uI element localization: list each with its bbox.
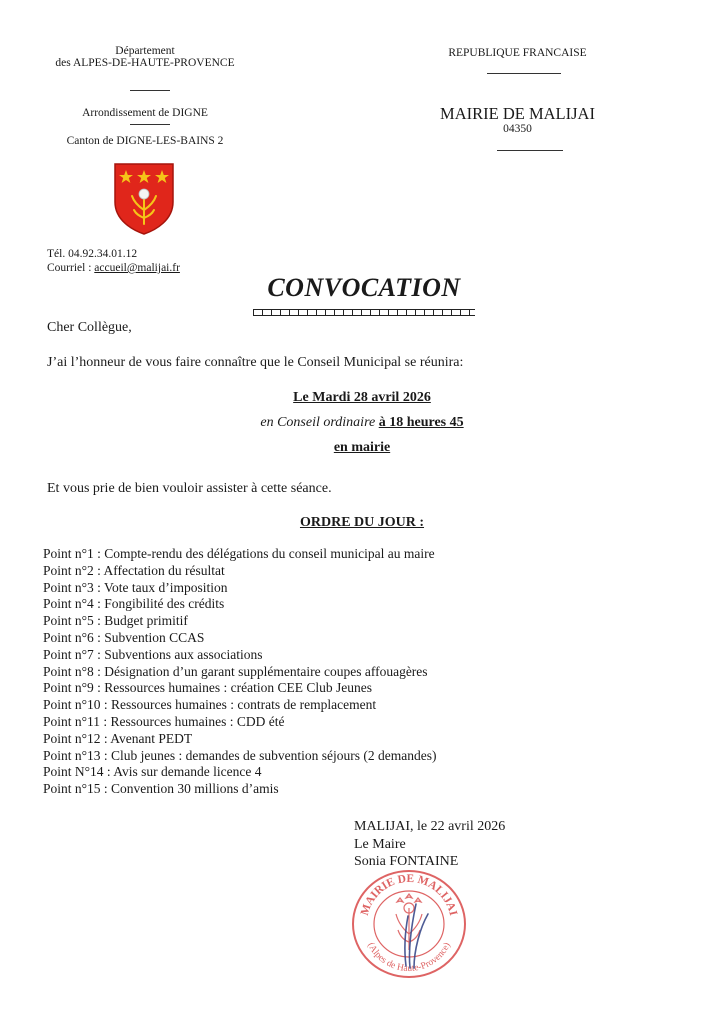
svg-text:(Alpes de Haute-Provence): (Alpes de Haute-Provence) — [365, 941, 453, 975]
list-item: Point n°10 : Ressources humaines : contrats de remplacement — [43, 697, 377, 713]
email-line — [47, 262, 180, 274]
list-item: Point n°5 : Budget primitif — [43, 613, 188, 629]
list-item: Point n°2 : Affectation du résultat — [43, 562, 225, 578]
signature-name: Sonia FONTAINE — [354, 854, 459, 869]
meeting-date: Le Mardi 28 avril 2026 — [293, 390, 431, 405]
email-label: Courriel : — [47, 262, 92, 274]
session-prefix: en — [260, 415, 274, 430]
svg-text:MAIRIE DE MALIJAI: MAIRIE DE MALIJAI — [358, 872, 460, 917]
list-item: Point n°12 : Avenant PEDT — [43, 730, 193, 746]
list-item: Point n°9 : Ressources humaines : création CEE Club Jeunes — [43, 680, 372, 696]
department-name: des ALPES-DE-HAUTE-PROVENCE — [55, 57, 235, 69]
session-type: Conseil ordinaire — [277, 415, 376, 430]
greeting: Cher Collègue, — [47, 320, 132, 335]
list-item: Point n°8 : Désignation d’un garant supplémentaire coupes affouagères — [43, 663, 428, 679]
request-text: Et vous prie de bien vouloir assister à cette séance. — [47, 481, 332, 496]
meeting-session — [200, 415, 524, 431]
arrondissement: Arrondissement de DIGNE — [82, 107, 208, 119]
divider — [497, 150, 563, 151]
postcode: 04350 — [503, 123, 532, 135]
title-underline — [253, 309, 475, 316]
intro-text: J’ai l’honneur de vous faire connaître que le Conseil Municipal se réunira: — [47, 355, 464, 370]
official-stamp-icon — [350, 868, 468, 980]
republic-label: REPUBLIQUE FRANCAISE — [448, 47, 587, 59]
meeting-place: en mairie — [333, 440, 391, 455]
divider — [130, 90, 170, 91]
email-link[interactable]: accueil@malijai.fr — [94, 262, 180, 274]
agenda-list — [43, 546, 436, 798]
page-title: CONVOCATION — [267, 273, 461, 302]
department-block — [40, 45, 250, 69]
list-item: Point n°3 : Vote taux d’imposition — [43, 579, 228, 595]
signature-role: Le Maire — [354, 836, 406, 852]
list-item: Point n°11 : Ressources humaines : CDD été — [43, 713, 285, 729]
list-item: Point n°15 : Convention 30 millions d’amis — [43, 781, 279, 797]
list-item: Point n°6 : Subvention CCAS — [43, 629, 205, 645]
list-item: Point n°4 : Fongibilité des crédits — [43, 596, 225, 612]
list-item: Point N°14 : Avis sur demande licence 4 — [43, 764, 262, 780]
divider — [130, 124, 170, 125]
list-item: Point n°1 : Compte-rendu des délégations du conseil municipal au maire — [43, 546, 435, 561]
signature-block — [354, 818, 505, 871]
list-item: Point n°7 : Subventions aux associations — [43, 646, 263, 662]
divider — [487, 73, 561, 74]
signature-place-date: MALIJAI, le 22 avril 2026 — [354, 819, 506, 834]
list-item: Point n°13 : Club jeunes : demandes de subvention séjours (2 demandes) — [43, 747, 437, 763]
mairie-name: MAIRIE DE MALIJAI — [440, 104, 595, 123]
coat-of-arms-icon — [112, 162, 176, 236]
phone: Tél. 04.92.34.01.12 — [47, 248, 138, 260]
agenda-title: ORDRE DU JOUR : — [299, 515, 425, 530]
canton: Canton de DIGNE-LES-BAINS 2 — [66, 135, 224, 147]
meeting-time: à 18 heures 45 — [378, 415, 464, 430]
department-label: Département — [115, 45, 175, 57]
